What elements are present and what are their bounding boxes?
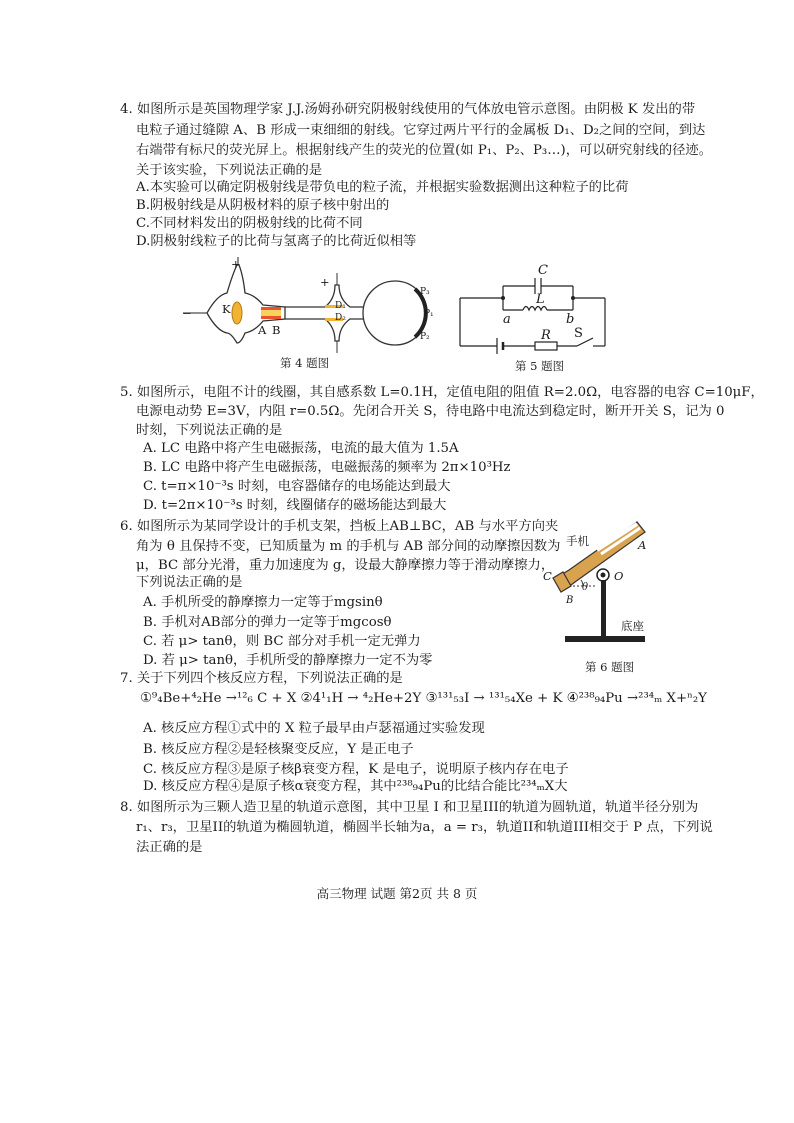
q4-option-d: D.阴极射线粒子的比荷与氢离子的比荷近似相等 [136, 234, 417, 249]
label-p3: P₃ [420, 287, 430, 297]
q8-stem-line-2: r₁、r₃，卫星II的轨道为椭圆轨道，椭圆半长轴为a，a = r₃，轨道II和轨道III相交于 P 点，下列说 [136, 820, 713, 835]
q7-option-b: B. 核反应方程②是轻核聚变反应，Y 是正电子 [143, 742, 414, 757]
phone-holder-figure [545, 520, 665, 650]
label-d2: D₂ [335, 313, 346, 323]
label-theta: θ [582, 582, 589, 593]
q8-stem-line-3: 法正确的是 [136, 840, 203, 855]
label-p2: P₂ [420, 332, 430, 342]
label-base: 底座 [621, 619, 644, 633]
q4-option-b: B.阴极射线是从阴极材料的原子核中射出的 [136, 198, 390, 213]
q6-stem-line-3: μ，BC 部分光滑，重力加速度为 g，设最大静摩擦力等于滑动摩擦力， [136, 558, 555, 573]
label-point-a: A [638, 538, 647, 552]
label-l: L [536, 292, 545, 307]
q7-stem: 7. 关于下列四个核反应方程，下列说法正确的是 [120, 671, 403, 686]
q4-stem-line-2: 电粒子通过缝隙 A、B 形成一束细细的射线。它穿过两片平行的金属板 D₁、D₂之间的空间，到达 [136, 123, 706, 138]
q6-stem-line-1: 6. 如图所示为某同学设计的手机支架，挡板上AB⊥BC，AB 与水平方向夹 [120, 519, 559, 534]
page-footer: 高三物理 试题 第2页 共 8 页 [316, 886, 478, 901]
q8-stem-line-1: 8. 如图所示为三颗人造卫星的轨道示意图，其中卫星 I 和卫星III的轨道为圆轨道，轨道半径分别为 [120, 800, 699, 815]
q6-option-a: A. 手机所受的静摩擦力一定等于mgsinθ [143, 595, 383, 610]
label-a: A [258, 323, 267, 337]
label-s: S [574, 326, 583, 341]
q7-option-d: D. 核反应方程④是原子核α衰变方程，其中²³⁸₉₄Pu的比结合能比²³⁴ₘX大 [143, 779, 568, 794]
q7-option-a: A. 核反应方程①式中的 X 粒子最早由卢瑟福通过实验发现 [143, 721, 485, 736]
figure-4-caption: 第 4 题图 [280, 356, 330, 370]
label-r: R [541, 328, 551, 343]
q5-option-d: D. t=2π×10⁻³s 时刻，线圈储存的磁场能达到最大 [143, 498, 447, 513]
label-phone: 手机 [566, 534, 589, 548]
q5-option-b: B. LC 电路中将产生电磁振荡，电磁振荡的频率为 2π×10³Hz [143, 460, 511, 475]
label-d1: D₁ [335, 301, 346, 311]
q4-option-c: C.不同材料发出的阴极射线的比荷不同 [136, 216, 363, 231]
q7-nuclear-equations: ①⁹₄Be+⁴₂He →¹²₆ C + X ②4¹₁H → ⁴₂He+2Y ③¹³¹₅₃I → ¹³¹₅₄Xe + K ④²³⁸₉₄Pu →²³⁴ₘ X+ⁿ₂Y [140, 691, 707, 706]
label-b: B [272, 323, 281, 337]
label-node-a: a [503, 312, 511, 327]
q5-option-a: A. LC 电路中将产生电磁振荡，电流的最大值为 1.5A [143, 441, 459, 456]
q6-option-d: D. 若 μ> tanθ，手机所受的静摩擦力一定不为零 [143, 653, 433, 668]
label-minus: − [182, 306, 192, 320]
label-plus-top: + [231, 257, 241, 271]
q5-stem-line-3: 时刻，下列说法正确的是 [136, 423, 283, 438]
q4-option-a: A.本实验可以确定阴极射线是带负电的粒子流，并根据实验数据测出这种粒子的比荷 [136, 180, 629, 195]
figure-6-caption: 第 6 题图 [585, 660, 635, 674]
label-p1: P₁ [424, 309, 434, 319]
q6-stem-line-4: 下列说法正确的是 [136, 575, 243, 590]
label-plus-d1: + [320, 275, 330, 289]
q5-stem-line-1: 5. 如图所示，电阻不计的线圈，其自感系数 L=0.1H，定值电阻的阻值 R=2.0Ω，电容器的电容 C=10μF， [120, 385, 764, 400]
lc-circuit-figure [455, 262, 615, 357]
q7-option-c: C. 核反应方程③是原子核β衰变方程，K 是电子，说明原子核内存在电子 [143, 762, 569, 777]
q4-stem-line-4: 关于该实验，下列说法正确的是 [136, 163, 323, 178]
cathode-ray-tube-figure [175, 255, 445, 355]
q4-stem-line-3: 右端带有标尺的荧光屏上。根据射线产生的荧光的位置(如 P₁、P₂、P₃…)，可以研究射线的径迹。 [136, 143, 713, 158]
q5-stem-line-2: 电源电动势 E=3V，内阻 r=0.5Ω。先闭合开关 S，待电路中电流达到稳定时，断开开关 S，记为 0 [136, 404, 725, 419]
label-point-b: B [566, 595, 574, 606]
figure-5-caption: 第 5 题图 [515, 359, 565, 373]
label-node-b: b [566, 312, 575, 327]
q5-option-c: C. t=π×10⁻³s 时刻，电容器储存的电场能达到最大 [143, 479, 451, 494]
q6-option-b: B. 手机对AB部分的弹力一定等于mgcosθ [143, 615, 392, 630]
label-k: K [222, 302, 231, 316]
q6-option-c: C. 若 μ> tanθ，则 BC 部分对手机一定无弹力 [143, 634, 421, 649]
label-point-c: C [543, 569, 552, 583]
q6-stem-line-2: 角为 θ 且保持不变，已知质量为 m 的手机与 AB 部分间的动摩擦因数为 [136, 539, 561, 554]
label-point-o: O [614, 569, 624, 583]
label-c: C [538, 263, 548, 278]
q4-stem-line-1: 4. 如图所示是英国物理学家 J.J.汤姆孙研究阴极射线使用的气体放电管示意图。由阴极 K 发出的带 [120, 102, 696, 117]
